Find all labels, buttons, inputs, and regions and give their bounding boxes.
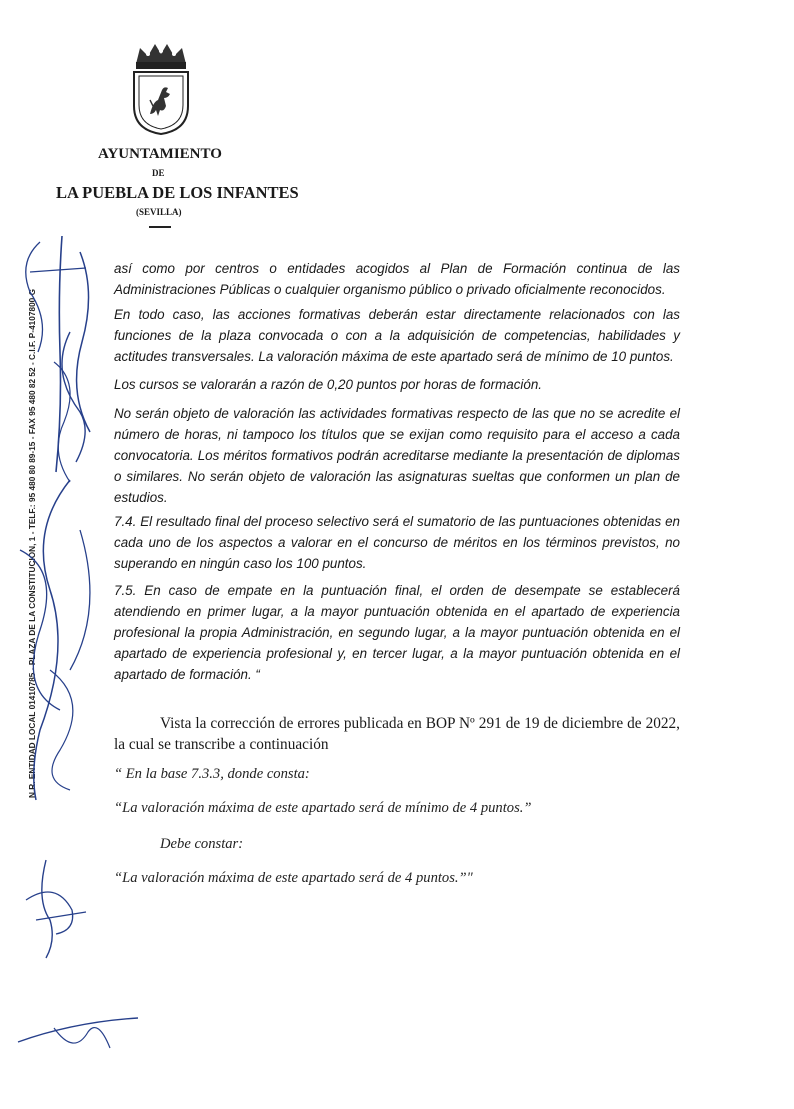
header-municipality: LA PUEBLA DE LOS INFANTES [56,183,299,202]
body-paragraph-4: No serán objeto de valoración las actividades formativas respecto de las que no se acredite el número de horas, ni tampoco los títulos que se exijan como requisito para el acceso a cada convocatoria. Los méritos formativos podrán acreditarse mediante la presentación de diplomas o similares. No serán objeto de valoración las asignaturas sueltas que conformen un plan de estudios. [114,406,680,505]
quote-line-2: “La valoración máxima de este apartado será de mínimo de 4 puntos.” [114,800,532,816]
quote-line-3: Debe constar: [160,836,244,852]
body-paragraph-3: Los cursos se valorarán a razón de 0,20 puntos por horas de formación. [114,377,543,392]
margin-registry-text: N.R. ENTIDAD LOCAL 01410785 - PLAZA DE LA CONSTITUCION, 1 - TELF.: 95 480 80 89-15 - FAX 95 480 82 52 - C.I.F. P-4107800 G [28,288,37,798]
body-paragraph-1: así como por centros o entidades acogidos al Plan de Formación continua de las Administraciones Públicas o cualquier organismo público o privado oficialmente reconocidos. [114,261,680,297]
header-ayuntamiento: AYUNTAMIENTO [98,146,222,162]
header-divider [149,226,171,228]
municipal-crest [128,40,194,136]
margin-initials [16,850,96,960]
header-de: DE [152,168,165,178]
margin-rubric [14,1012,144,1062]
body-paragraph-5: 7.4. El resultado final del proceso selectivo será el sumatorio de las puntuaciones obtenidas en cada uno de los aspectos a valorar en el concurso de méritos en los términos previstos, no superando en ningún caso los 100 puntos. [114,514,680,571]
margin-signature-middle [0,470,110,810]
quote-line-1: “ En la base 7.3.3, donde consta: [114,766,310,782]
quote-line-4: “La valoración máxima de este apartado será de 4 puntos.”" [114,870,473,886]
header-province: (SEVILLA) [136,207,182,217]
body-paragraph-2: En todo caso, las acciones formativas deberán estar directamente relacionados con las funciones de la plaza convocada o con a la adquisición de competencias, habilidades y actitudes transversales. La valoración máxima de este apartado será de mínimo de 10 puntos. [114,307,680,364]
body-paragraph-6: 7.5. En caso de empate en la puntuación final, el orden de desempate se establecerá atendiendo en primer lugar, a la mayor puntuación obtenida en el apartado de experiencia profesional la propia Administración, en segundo lugar, a la mayor puntuación obtenida en el apartado de experiencia profesional y, en tercer lugar, a la mayor puntuación obtenida en el apartado de formación. “ [114,583,680,682]
vista-paragraph: Vista la corrección de errores publicada en BOP Nº 291 de 19 de diciembre de 2022, la cual se transcribe a continuación [114,715,680,753]
